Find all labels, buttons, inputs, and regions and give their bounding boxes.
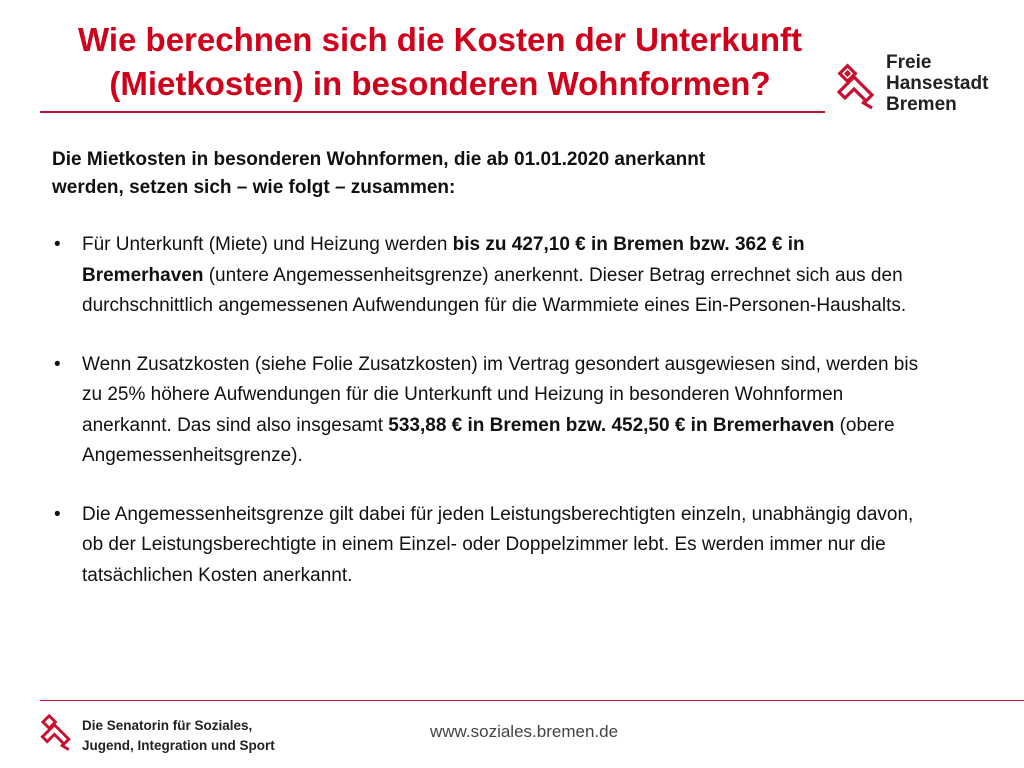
ministry-line-1: Die Senatorin für Soziales, <box>82 718 253 733</box>
bremen-logo <box>836 52 1011 118</box>
bullet-item: • Wenn Zusatzkosten (siehe Folie Zusatzkosten) im Vertrag gesondert ausgewiesen sind, werden bis zu 25% höhere Aufwendungen für die Unterkunft und Heizung in besonderen Wohnformen anerkannt. Das sind also insgesamt 533,88 € in Bremen bzw. 452,50 € in Bremerhaven (obere Angemessenheitsgrenze). <box>52 350 922 472</box>
bremen-coat-of-arms-icon <box>836 62 876 110</box>
bremen-logo-text <box>886 52 988 115</box>
website-url: www.soziales.bremen.de <box>430 722 619 741</box>
bremen-coat-of-arms-icon <box>40 712 72 752</box>
logo-line-3: Bremen <box>886 94 957 115</box>
title-divider <box>40 111 825 113</box>
slide-title-line-1: Wie berechnen sich die Kosten der Unterkunft <box>77 21 802 58</box>
logo-line-2: Hansestadt <box>886 73 989 94</box>
intro-line-2: werden, setzen sich – wie folgt – zusammen: <box>52 177 456 198</box>
intro-line-1: Die Mietkosten in besonderen Wohnformen, die ab 01.01.2020 anerkannt <box>52 149 706 170</box>
logo-line-1: Freie <box>886 52 932 73</box>
slide-title-line-2: (Mietkosten) in besonderen Wohnformen? <box>109 65 771 102</box>
bullet-item: • Die Angemessenheitsgrenze gilt dabei für jeden Leistungsberechtigten einzeln, unabhängig davon, ob der Leistungsberechtigte in einem Einzel- oder Doppelzimmer lebt. Es werden immer nur die tatsächlichen Kosten anerkannt. <box>52 500 922 592</box>
footer-divider <box>40 700 1024 701</box>
ministry-name <box>82 716 275 756</box>
slide-title <box>40 18 840 106</box>
ministry-line-2: Jugend, Integration und Sport <box>82 738 275 753</box>
intro-text <box>52 146 852 202</box>
bullet-item: • Für Unterkunft (Miete) und Heizung werden bis zu 427,10 € in Bremen bzw. 362 € in Bremerhaven (untere Angemessenheitsgrenze) anerkennt. Dieser Betrag errechnet sich aus den durchschnittlich angemessenen Aufwendungen für die Warmmiete eines Ein-Personen-Haushalts. <box>52 230 922 322</box>
bullet-list <box>52 230 922 619</box>
